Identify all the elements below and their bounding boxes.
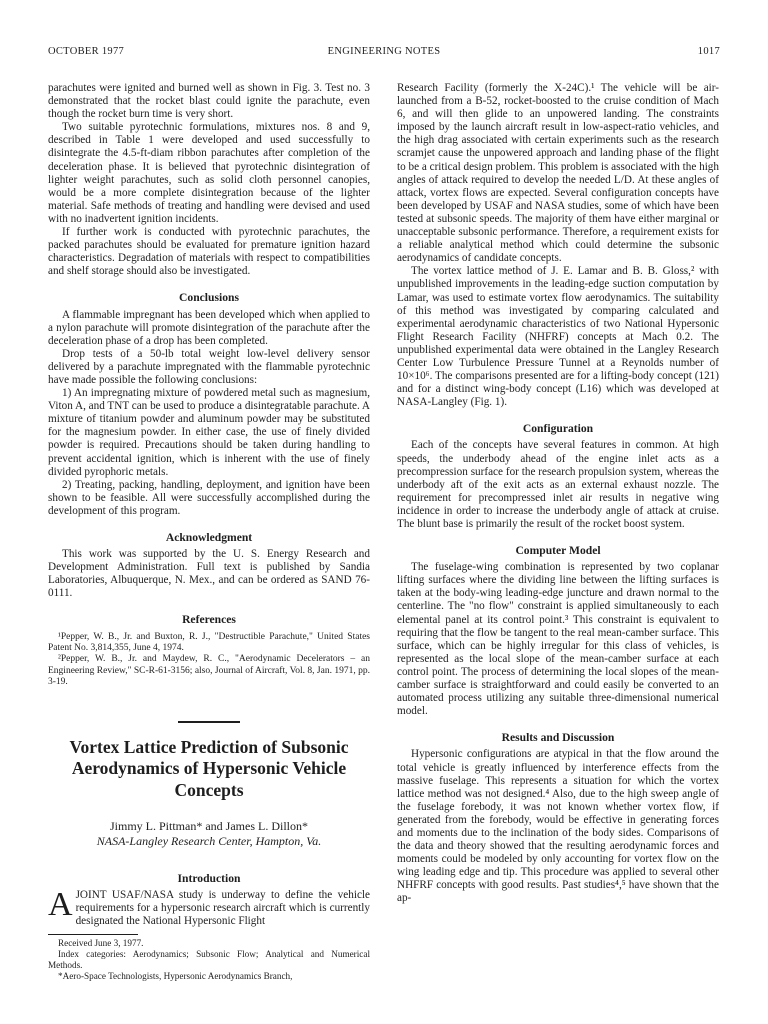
article-title: Vortex Lattice Prediction of Subsonic Aerodynamics of Hypersonic Vehicle Concepts bbox=[69, 736, 349, 800]
paragraph: Drop tests of a 50-lb total weight low-level delivery sensor delivered by a parachute impregnated with the flammable pyrotechnic have made possible the following conclusions: bbox=[48, 347, 370, 386]
header-date: OCTOBER 1977 bbox=[48, 46, 125, 57]
paragraph: parachutes were ignited and burned well as shown in Fig. 3. Test no. 3 demonstrated that the rocket blast could ignite the parachute, even though the rocket burn time is very short. bbox=[48, 82, 370, 121]
paragraph: If further work is conducted with pyrotechnic parachutes, the packed parachutes should be evaluated for premature ignition hazard characteristics. Degradation of materials with respect to compatibilities and shelf storage should also be investigated. bbox=[48, 226, 370, 278]
section-heading-references: References bbox=[182, 613, 236, 627]
reference-list bbox=[48, 632, 370, 689]
footnote: Index categories: Aerodynamics; Subsonic Flow; Analytical and Numerical Methods. bbox=[48, 949, 370, 971]
paragraph: Each of the concepts have several features in common. At high speeds, the underbody ahead of the engine inlet acts as a precompression surface for the research propulsion system, whereas the underbody aft of the exit acts as an external exhaust nozzle. The requirement for precompressed inlet air results in negative wing incidence in order to increase the underbody angle of attack at cruise. The blunt base is primarily the result of the rocket boost system. bbox=[397, 439, 719, 530]
article-authors: Jimmy L. Pittman* and James L. Dillon* bbox=[110, 819, 308, 834]
paragraph: 2) Treating, packing, handling, deployment, and ignition have been shown to be feasible. All were successfully accomplished during the development of this program. bbox=[48, 478, 370, 517]
paragraph: Hypersonic configurations are atypical in that the flow around the total vehicle is greatly influenced by interference effects from the massive fuselage. This represents a situation for which the vortex lattice method was not designed.⁴ Also, due to the high sweep angle of the fuselage forebody, it was not known whether vortex flow, if generated from the forebody, would be effective in generating forces and moments due to the inclination of the body sides. Comparisons of the data and theory showed that the resulting aerodynamic forces and moments could be modeled by only accounting for vortex flow on the wing leading edge and tip. This procedure was applied to several other NHFRF concepts with good results. Past studies⁴,⁵ have shown that the ap- bbox=[397, 748, 719, 905]
paragraph: 1) An impregnating mixture of powdered metal such as magnesium, Viton A, and TNT can be used to produce a disintegratable parachute. A mixture of titanium powder and aluminum powder may be substituted for the magnesium powder. In either case, the use of finely divided powder is required. Precautions should be taken during handling to prevent accidental ignition, which is inherent with the use of finely divided pyrophoric metals. bbox=[48, 387, 371, 478]
intro-paragraph bbox=[48, 886, 370, 928]
footnotes bbox=[48, 938, 370, 982]
section-heading-configuration: Configuration bbox=[522, 422, 594, 436]
footnote: Received June 3, 1977. bbox=[58, 938, 144, 949]
paragraph: The fuselage-wing combination is represented by two coplanar lifting surfaces where the dividing line between the lifting surfaces is taken at the body-wing leading-edge juncture and drawn normal to the centerline. The "no flow" constraint is applied simultaneously to each elemental panel at its control point.³ This constraint is equivalent to requiring that the flow be tangent to the real mean-camber surface. This surface, which can be highly irregular for this class of vehicles, is represented as the local slope of the mean-camber surface at each control point. The process of determining the local slopes of the mean-camber surface is straightforward and could easily be converted to an automated process utilizing any suitable three-dimensional numerical model. bbox=[397, 561, 719, 718]
intro-text: JOINT USAF/NASA study is underway to define the vehicle requirements for a hypersonic research aircraft which is currently designated the National Hypersonic Flight bbox=[75, 889, 370, 928]
header-page-number: 1017 bbox=[697, 46, 720, 57]
drop-cap: A bbox=[48, 886, 73, 924]
section-heading-conclusions: Conclusions bbox=[179, 291, 239, 305]
author-affiliation: NASA-Langley Research Center, Hampton, Va. bbox=[96, 833, 322, 848]
reference-item: ²Pepper, W. B., Jr. and Maydew, R. C., "Aerodynamic Decelerators – an Engineering Review," SC-R-61-3156; also, Journal of Aircraft, Vol. 8, Jan. 1971, pp. 3-19. bbox=[48, 654, 370, 688]
paragraph: A flammable impregnant has been developed which when applied to a nylon parachute will promote disintegration of the parachute after the deceleration phase of a drop has been completed. bbox=[48, 308, 370, 347]
header-journal-section: ENGINEERING NOTES bbox=[327, 46, 441, 57]
footnote: *Aero-Space Technologists, Hypersonic Aerodynamics Branch, bbox=[58, 971, 293, 982]
paragraph: Research Facility (formerly the X-24C).¹ The vehicle will be air-launched from a B-52, rocket-boosted to the cruise condition of Mach 6, and will then glide to an unpowered landing. The constraints imposed by the launch aircraft result in low-aspect-ratio vehicles, and the high drag associated with certain experiments such as the research scramjet cause the unpowered approach and landing phase of the flight to be a critical design problem. This problem is associated with the high angles of attack required to develop the needed L/D. At these angles of attack, vortex flows are expected. Several configuration concepts have been developed by USAF and NASA studies, some of which have been tested at subsonic speeds. The majority of them have either marginal or unacceptable subsonic performance. Therefore, a requirement exists for a reliable analytical method which could determine the subsonic aerodynamics of candidate concepts. bbox=[397, 82, 719, 265]
paragraph: This work was supported by the U. S. Energy Research and Development Administration. Full text is published by Sandia Laboratories, Albuquerque, N. Mex., and can be ordered as SAND 76-0111. bbox=[48, 548, 370, 600]
reference-item: ¹Pepper, W. B., Jr. and Buxton, R. J., "Destructible Parachute," United States Patent No. 3,814,355, June 4, 1974. bbox=[48, 631, 370, 653]
paragraph: Two suitable pyrotechnic formulations, mixtures nos. 8 and 9, described in Table 1 were developed and used successfully to disintegrate the 4.5-ft-diam ribbon parachutes after completion of the deceleration phase. It is believed that pyrotechnic disintegration of lighter weight parachutes, such as solid cloth personnel canopies, would be a more complete disintegration because of the lighter material. Safe methods of treating and handling were devised and used with no inadvertent ignition incidents. bbox=[48, 121, 370, 225]
right-column bbox=[397, 82, 719, 906]
running-header bbox=[48, 46, 720, 62]
left-column bbox=[48, 82, 370, 982]
section-heading-introduction: Introduction bbox=[177, 872, 241, 886]
paragraph: The vortex lattice method of J. E. Lamar and B. B. Gloss,² with unpublished improvements in the leading-edge suction computation by Lamar, was used to estimate vortex flow aerodynamics. The suitability of this method was investigated by comparing calculated and experimental aerodynamic characteristics of two National Hypersonic Flight Research Facility (NHFRF) concepts at Mach 0.2. The unpublished experimental data were obtained in the Langley Research Center Low Turbulence Pressure Tunnel at a Reynolds number of 10×10⁶. The comparisons presented are for a lifting-body concept (121) and for a distinct wing-body concept (L16) which was developed at NASA-Langley (Fig. 1). bbox=[397, 265, 719, 409]
section-heading-computer-model: Computer Model bbox=[515, 544, 601, 558]
section-heading-acknowledgment: Acknowledgment bbox=[165, 531, 253, 544]
section-heading-results: Results and Discussion bbox=[501, 731, 615, 745]
